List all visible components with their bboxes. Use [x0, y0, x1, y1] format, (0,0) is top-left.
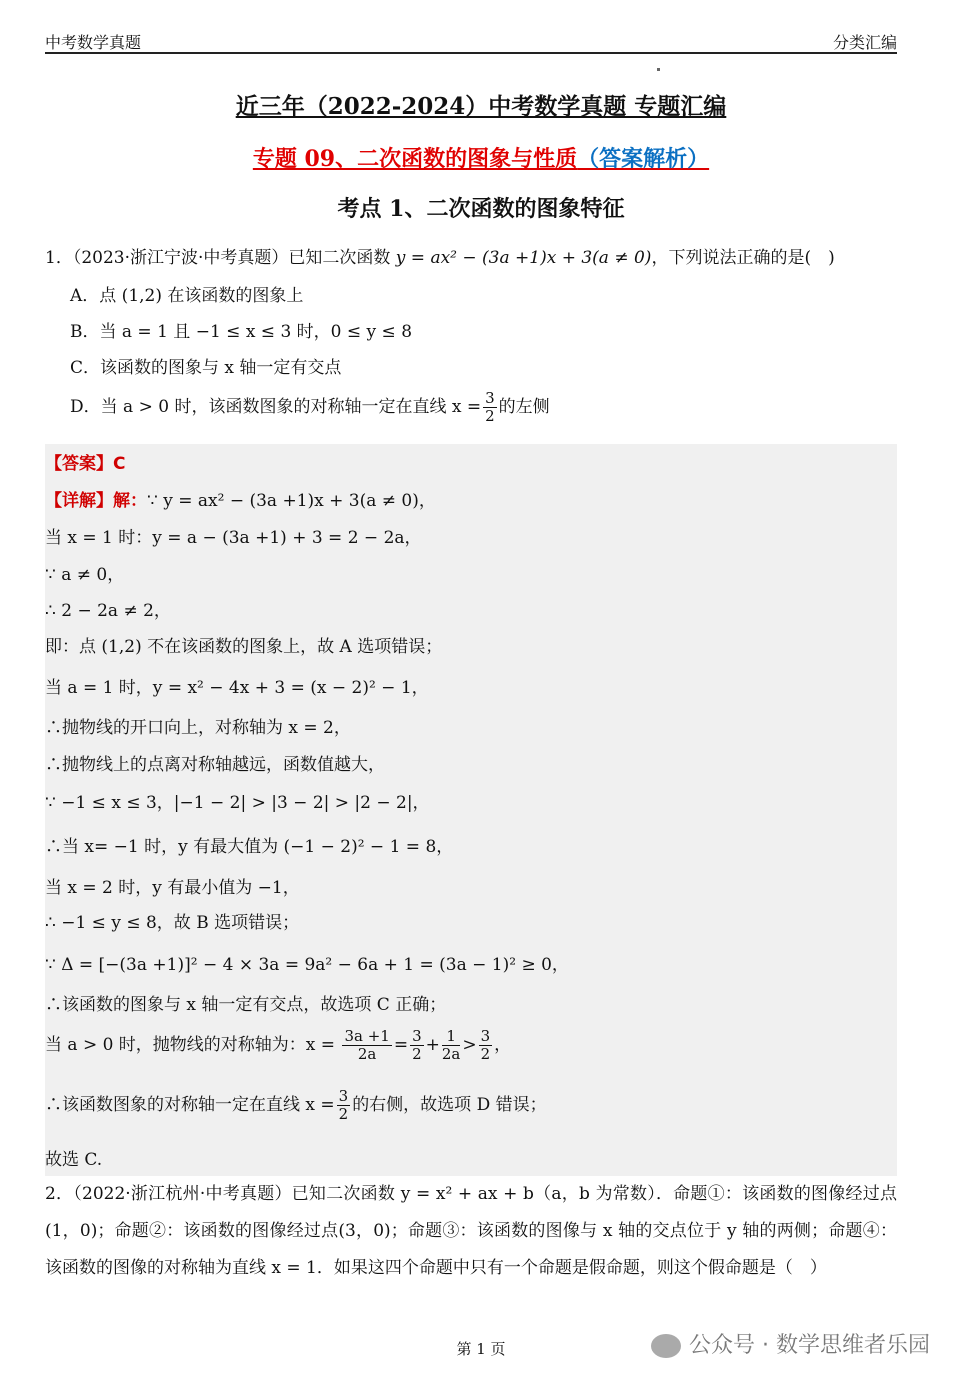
frac-den: 2: [412, 1045, 422, 1063]
detail-tail: 的右侧，故选项 D 错误；: [352, 1095, 547, 1115]
detail-text: 当 a > 0 时，抛物线的对称轴为：x =: [45, 1035, 336, 1055]
fraction: [479, 1028, 493, 1063]
frac-den: 2: [485, 407, 495, 425]
q1-stem-formula: y = ax² − (3a +1)x + 3(a ≠ 0): [395, 248, 652, 268]
frac-num: 3: [412, 1027, 422, 1045]
detail-text: ∵ y = ax² − (3a +1)x + 3(a ≠ 0)，: [147, 491, 436, 511]
detail-line-2: 当 x = 1 时：y = a − (3a +1) + 3 = 2 − 2a，: [45, 528, 422, 548]
document-title: 近三年（2022-2024）中考数学真题 专题汇编: [235, 93, 727, 120]
detail-line-16: [45, 1088, 547, 1123]
detail-line-3: ∵ a ≠ 0，: [45, 565, 125, 585]
detail-line-14: ∴该函数的图象与 x 轴一定有交点，故选项 C 正确；: [45, 995, 447, 1015]
detail-line-1: [45, 486, 436, 511]
frac-den: 2a: [357, 1045, 377, 1063]
fraction: [483, 390, 497, 425]
op: +: [425, 1035, 440, 1055]
detail-line-8: ∴抛物线上的点离对称轴越远，函数值越大，: [45, 755, 385, 775]
watermark-text: 公众号 · 数学思维者乐园: [689, 1333, 930, 1358]
detail-text: ∴该函数图象的对称轴一定在直线 x =: [45, 1095, 335, 1115]
fraction: [410, 1028, 424, 1063]
answer-label: 【答案】C: [45, 454, 126, 474]
fraction: [442, 1028, 461, 1063]
detail-line-12: ∴ −1 ≤ y ≤ 8，故 B 选项错误；: [45, 913, 300, 933]
q1-stem-tail: ，下列说法正确的是( ): [651, 248, 835, 268]
frac-den: 2: [480, 1045, 491, 1063]
q1-option-d-tail: 的左侧: [498, 397, 550, 417]
op: =: [393, 1035, 409, 1055]
detail-line-15: [45, 1028, 511, 1063]
topic-title-red: 专题 09、二次函数的图象与性质: [252, 146, 578, 172]
frac-num: 3: [485, 389, 495, 407]
topic-title: [0, 142, 962, 173]
detail-line-11: 当 x = 2 时，y 有最小值为 −1，: [45, 878, 300, 898]
frac-num: 3a +1: [344, 1027, 390, 1045]
watermark: [651, 1328, 930, 1359]
frac-num: 1: [442, 1028, 461, 1046]
detail-line-6: 当 a = 1 时，y = x² − 4x + 3 = (x − 2)² − 1，: [45, 678, 429, 698]
header-left: 中考数学真题: [45, 33, 142, 52]
frac-den: 2a: [441, 1045, 461, 1063]
frac-num: 3: [480, 1027, 491, 1045]
detail-line-5: 即：点 (1,2) 不在该函数的图象上，故 A 选项错误；: [45, 637, 443, 657]
section-title: 考点 1、二次函数的图象特征: [337, 196, 625, 222]
detail-label: 【详解】解：: [45, 491, 147, 511]
page-number: 第 1 页: [456, 1340, 506, 1358]
op: >: [462, 1035, 477, 1055]
fraction: [337, 1088, 351, 1123]
q1-option-b: B．当 a = 1 且 −1 ≤ x ≤ 3 时，0 ≤ y ≤ 8: [70, 322, 413, 342]
q1-option-d: [70, 390, 550, 425]
op: ，: [494, 1035, 512, 1055]
detail-line-17: 故选 C.: [45, 1150, 103, 1170]
q1-option-d-text: D．当 a > 0 时，该函数图象的对称轴一定在直线 x =: [70, 397, 482, 417]
stray-dot: [657, 68, 660, 71]
header-right: 分类汇编: [832, 33, 897, 52]
frac-den: 2: [338, 1105, 349, 1123]
q1-stem: [45, 243, 835, 268]
detail-line-4: ∴ 2 − 2a ≠ 2，: [45, 601, 171, 621]
frac-num: 3: [338, 1087, 349, 1105]
q1-option-c: C．该函数的图象与 x 轴一定有交点: [70, 358, 342, 378]
fraction: [342, 1028, 391, 1063]
detail-line-10: ∴当 x= −1 时，y 有最大值为 (−1 − 2)² − 1 = 8，: [45, 837, 454, 857]
topic-title-blue: （答案解析）: [577, 146, 710, 172]
detail-line-7: ∴抛物线的开口向上，对称轴为 x = 2，: [45, 718, 351, 738]
detail-line-9: ∵ −1 ≤ x ≤ 3，|−1 − 2| > |3 − 2| > |2 − 2|，: [45, 793, 430, 813]
q1-option-a: A．点 (1,2) 在该函数的图象上: [70, 286, 304, 306]
page-header: [45, 30, 897, 54]
q2-paragraph: 2．（2022·浙江杭州·中考真题）已知二次函数 y = x² + ax + b（a，b 为常数）．命题①：该函数的图像经过点(1，0)；命题②：该函数的图像经过点(3，0)；命题③：该函数的图像与 x 轴的交点位于 y 轴的两侧；命题④：该函数的图像的对称轴为直线 x = 1．如果这四个命题中只有一个命题是假命题，则这个假命题是（ ）: [45, 1184, 897, 1278]
wechat-icon: [651, 1334, 681, 1358]
detail-line-13: ∵ Δ = [−(3a +1)]² − 4 × 3a = 9a² − 6a + 1 = (3a − 1)² ≥ 0，: [45, 955, 569, 975]
q1-stem-text: 1．（2023·浙江宁波·中考真题）已知二次函数: [45, 248, 396, 268]
